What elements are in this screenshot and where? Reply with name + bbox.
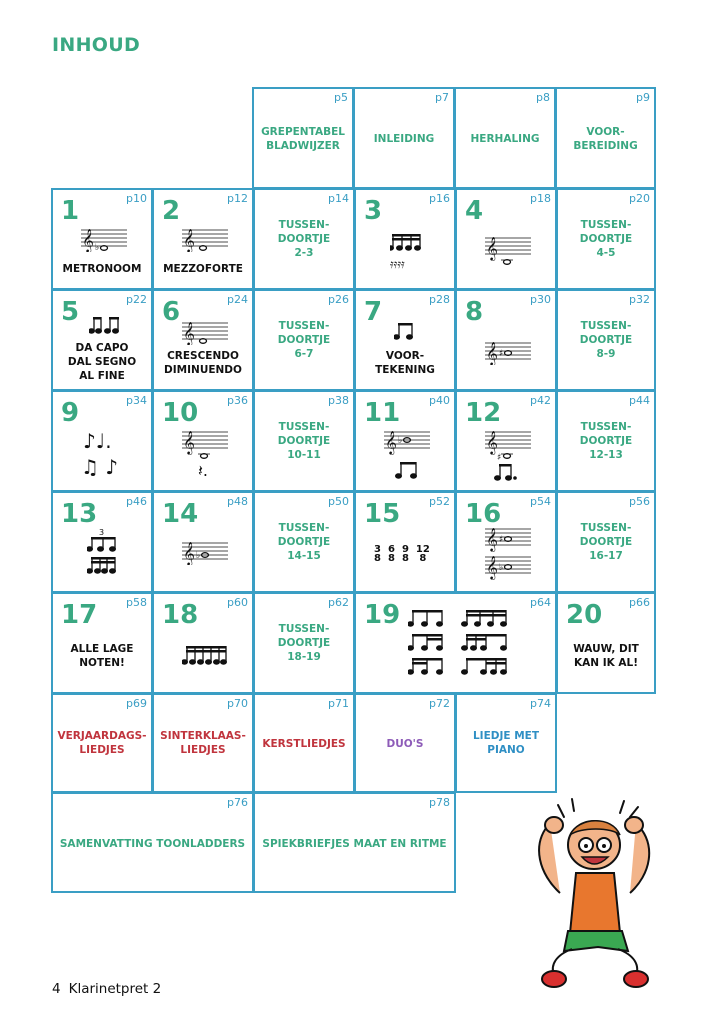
page-ref: p50 [328,495,349,508]
toc-cell-verjaardagsliedjes[interactable] [51,693,153,793]
cell-label: SPIEKBRIEFJES MAAT EN RITME [262,838,447,850]
toc-cell-lesson-6[interactable] [152,289,254,391]
page-ref: p52 [429,495,450,508]
page-ref: p64 [530,596,551,609]
lesson-number: 14 [162,499,199,529]
page-ref: p46 [126,495,147,508]
toc-cell-liedje-met-piano[interactable] [455,693,557,793]
rhythm-patterns-icon [408,608,544,684]
page-ref: p26 [328,293,349,306]
toc-cell-lesson-15[interactable] [354,491,456,593]
svg-text:♭: ♭ [196,551,201,561]
triplet-icon [87,527,121,577]
page-ref: p56 [629,495,650,508]
page-ref: p42 [530,394,551,407]
page-ref: p66 [629,596,650,609]
svg-text:𝄿𝄿𝄿𝄿: 𝄿𝄿𝄿𝄿 [390,257,405,271]
svg-text:𝄞: 𝄞 [385,430,397,454]
toc-cell-tussendoortje-10-11[interactable] [253,390,355,492]
lesson-number: 3 [364,196,383,226]
page-ref: p10 [126,192,147,205]
page-ref: p30 [530,293,551,306]
staff-note-icon [182,224,228,252]
toc-cell-lesson-19[interactable] [354,592,557,694]
staff-rhythm-icon [384,426,430,482]
lesson-number: 5 [61,297,80,327]
svg-text:𝄞: 𝄞 [183,321,195,345]
cell-label: TUSSEN- DOORTJE 18-19 [277,623,331,663]
cell-label: HERHALING [470,133,540,145]
page-title: INHOUD [52,34,141,56]
lesson-number: 4 [465,196,484,226]
page-ref: p34 [126,394,147,407]
toc-cell-tussendoortje-6-7[interactable] [253,289,355,391]
lesson-number: 12 [465,398,502,428]
lesson-number: 15 [364,499,401,529]
page-ref: p12 [227,192,248,205]
toc-cell-tussendoortje-4-5[interactable] [556,188,656,290]
cell-label: VOOR- TEKENING [375,350,435,376]
cell-label: KERSTLIEDJES [262,738,346,750]
page-ref: p44 [629,394,650,407]
page-ref: p20 [629,192,650,205]
lesson-number: 17 [61,600,98,630]
double-staff-icon [485,525,531,583]
toc-cell-herhaling[interactable] [454,87,556,189]
page-ref: p48 [227,495,248,508]
lesson-number: 11 [364,398,401,428]
toc-cell-sinterklaasliedjes[interactable] [152,693,254,793]
page-ref: p24 [227,293,248,306]
toc-cell-spiekbriefjes[interactable] [253,792,456,893]
cell-label: MEZZOFORTE [163,263,243,275]
cell-label: DA CAPO DAL SEGNO AL FINE [67,342,137,382]
cell-label: TUSSEN- DOORTJE 2-3 [277,219,331,259]
page-ref: p32 [629,293,650,306]
staff-note-icon [485,337,531,365]
svg-text:♯: ♯ [499,349,504,359]
page-ref: p5 [334,91,348,104]
eighth-notes-icon [394,321,416,343]
cell-label: VOOR- BEREIDING [573,126,638,152]
page-ref: p22 [126,293,147,306]
staff-note-icon [182,537,228,565]
sixteenth-notes-icon [390,232,426,272]
toc-cell-tussendoortje-12-13[interactable] [556,390,656,492]
cell-label: ALLE LAGE NOTEN! [70,643,134,669]
cell-label: TUSSEN- DOORTJE 8-9 [579,320,633,360]
toc-cell-tussendoortje-14-15[interactable] [253,491,355,593]
lesson-number: 16 [465,499,502,529]
toc-cell-tussendoortje-18-19[interactable] [253,592,355,694]
svg-text:3: 3 [99,528,105,537]
toc-cell-lesson-14[interactable] [152,491,254,593]
toc-cell-kerstliedjes[interactable] [253,693,355,793]
cell-label: VERJAARDAGS- LIEDJES [57,730,147,756]
cell-label: TUSSEN- DOORTJE 10-11 [277,421,331,461]
toc-cell-lesson-7[interactable] [354,289,456,391]
svg-text:𝄞: 𝄞 [183,228,195,252]
cell-label: LIEDJE MET PIANO [472,730,539,756]
page-ref: p72 [429,697,450,710]
toc-cell-lesson-3[interactable] [354,188,456,290]
svg-text:𝄞: 𝄞 [486,555,498,579]
cell-label: TUSSEN- DOORTJE 12-13 [579,421,633,461]
cell-label: INLEIDING [373,133,435,145]
lesson-number: 9 [61,398,80,428]
toc-cell-lesson-5[interactable] [51,289,153,391]
staff-rest-icon [182,426,228,478]
toc-cell-inleiding[interactable] [353,87,455,189]
time-signatures [374,545,430,563]
svg-text:♭: ♭ [398,436,403,446]
cell-label: DUO'S [386,738,424,750]
svg-text:𝄞: 𝄞 [486,430,498,454]
svg-text:𝄞: 𝄞 [183,541,195,565]
toc-cell-lesson-16[interactable] [455,491,557,593]
cell-label: SAMENVATTING TOONLADDERS [59,838,246,850]
toc-cell-lesson-8[interactable] [455,289,557,391]
svg-text:𝄞: 𝄞 [486,236,498,260]
page-ref: p76 [227,796,248,809]
staff-note-icon [485,232,531,266]
cell-label: GREPENTABEL BLADWIJZER [261,126,345,152]
time-signature-9-8: 9 8 [401,544,409,564]
toc-cell-tussendoortje-16-17[interactable] [556,491,656,593]
svg-text:♯: ♯ [499,535,504,545]
sixteenth-run-icon [182,644,230,668]
time-signature-12-8: 12 8 [415,544,430,564]
page-ref: p58 [126,596,147,609]
page-ref: p18 [530,192,551,205]
svg-text:𝄞: 𝄞 [486,341,498,365]
cell-label: METRONOOM [62,263,142,275]
page-ref: p38 [328,394,349,407]
toc-cell-lesson-10[interactable] [152,390,254,492]
lesson-number: 13 [61,499,98,529]
page-ref: p69 [126,697,147,710]
toc-cell-tussendoortje-2-3[interactable] [253,188,355,290]
toc-cell-lesson-11[interactable] [354,390,456,492]
toc-cell-lesson-13[interactable] [51,491,153,593]
page-ref: p36 [227,394,248,407]
page-ref: p60 [227,596,248,609]
page-ref: p70 [227,697,248,710]
toc-cell-voorbereiding[interactable] [555,87,656,189]
page-footer [52,981,169,997]
staff-note-icon [81,224,127,252]
toc-cell-lesson-17[interactable] [51,592,153,694]
page-ref: p14 [328,192,349,205]
dotted-rhythm-icon [77,428,131,478]
cell-label: TUSSEN- DOORTJE 6-7 [277,320,331,360]
eighth-notes-icon [89,315,123,337]
toc-cell-tussendoortje-8-9[interactable] [556,289,656,391]
cheering-kid-illustration [520,795,670,995]
toc-cell-lesson-4[interactable] [455,188,557,290]
page-ref: p71 [328,697,349,710]
footer-page-number: 4 [52,981,61,997]
staff-note-icon [182,317,228,345]
page-ref: p40 [429,394,450,407]
cell-label: WAUW, DIT KAN IK AL! [573,643,639,669]
svg-text:𝄞: 𝄞 [183,430,195,454]
lesson-number: 10 [162,398,199,428]
page-ref: p78 [429,796,450,809]
time-signature-6-8: 6 8 [387,544,395,564]
svg-text:𝄞: 𝄞 [486,527,498,551]
lesson-number: 2 [162,196,181,226]
page-ref: p28 [429,293,450,306]
toc-cell-lesson-1[interactable] [51,188,153,290]
svg-text:𝄽.: 𝄽. [198,461,208,478]
toc-cell-lesson-2[interactable] [152,188,254,290]
lesson-number: 19 [364,600,401,630]
lesson-number: 7 [364,297,383,327]
toc-cell-lesson-18[interactable] [152,592,254,694]
page-ref: p62 [328,596,349,609]
toc-cell-grepentabel[interactable] [252,87,354,189]
lesson-number: 8 [465,297,484,327]
cell-label: SINTERKLAAS- LIEDJES [160,730,246,756]
lesson-number: 6 [162,297,181,327]
page-ref: p54 [530,495,551,508]
toc-cell-duos[interactable] [354,693,456,793]
time-signature-3-8: 3 8 [374,544,381,564]
toc-cell-lesson-20[interactable] [556,592,656,694]
toc-cell-lesson-12[interactable] [455,390,557,492]
svg-text:𝄞: 𝄞 [82,228,94,252]
cell-label: CRESCENDO DIMINUENDO [164,350,242,376]
footer-book-title: Klarinetpret 2 [68,981,162,997]
page-ref: p9 [636,91,650,104]
page-ref: p16 [429,192,450,205]
svg-text:♯: ♯ [497,453,502,463]
page-ref: p74 [530,697,551,710]
lesson-number: 1 [61,196,80,226]
page-ref: p8 [536,91,550,104]
svg-text:♫ ♪: ♫ ♪ [81,455,119,478]
lesson-number: 20 [566,600,603,630]
cell-label: TUSSEN- DOORTJE 14-15 [277,522,331,562]
cell-label: TUSSEN- DOORTJE 16-17 [579,522,633,562]
toc-cell-lesson-9[interactable] [51,390,153,492]
toc-cell-samenvatting-toonladders[interactable] [51,792,254,893]
svg-text:♪♩.: ♪♩. [83,429,112,453]
cell-label: TUSSEN- DOORTJE 4-5 [579,219,633,259]
lesson-number: 18 [162,600,199,630]
staff-rhythm-icon [485,426,531,482]
svg-text:♭: ♭ [499,563,504,573]
page-ref: p7 [435,91,449,104]
svg-text:♭: ♭ [95,243,100,252]
